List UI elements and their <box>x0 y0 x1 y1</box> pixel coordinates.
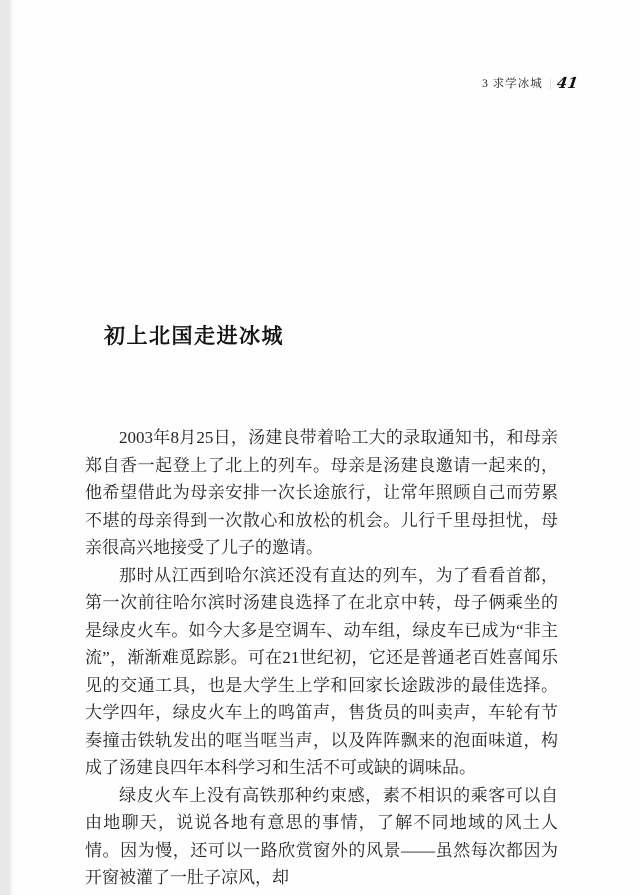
page-edge-shadow <box>0 0 13 895</box>
body-text <box>85 424 558 892</box>
running-head <box>482 74 578 92</box>
chapter-label: 3 求学冰城 <box>482 78 543 90</box>
section-heading: 初上北国走进冰城 <box>104 324 284 348</box>
paragraph-1: 2003年8月25日，汤建良带着哈工大的录取通知书，和母亲郑自香一起登上了北上的列车。母亲是汤建良邀请一起来的，他希望借此为母亲安排一次长途旅行，让常年照顾自己而劳累不堪的母亲得到一次散心和放松的机会。儿行千里母担忧，母亲很高兴地接受了儿子的邀请。 <box>85 428 558 557</box>
paragraph-3: 绿皮火车上没有高铁那种约束感，素不相识的乘客可以自由地聊天，说说各地有意思的事情，了解不同地域的风土人情。因为慢，还可以一路欣赏窗外的风景——虽然每次都因为开窗被灌了一肚子凉风，却 <box>85 785 558 887</box>
paragraph-2: 那时从江西到哈尔滨还没有直达的列车，为了看看首都，第一次前往哈尔滨时汤建良选择了在北京中转，母子俩乘坐的是绿皮火车。如今大多是空调车、动车组，绿皮车已成为“非主流”，渐渐难觅踪影。可在21世纪初，它还是普通老百姓喜闻乐见的交通工具，也是大学生上学和回家长途跋涉的最佳选择。大学四年，绿皮火车上的鸣笛声，售货员的叫卖声，车轮有节奏撞击铁轨发出的哐当哐当声，以及阵阵飘来的泡面味道，构成了汤建良四年本科学习和生活不可或缺的调味品。 <box>85 565 558 777</box>
page-number: 41 <box>555 74 580 92</box>
running-head-separator: | <box>549 75 551 90</box>
